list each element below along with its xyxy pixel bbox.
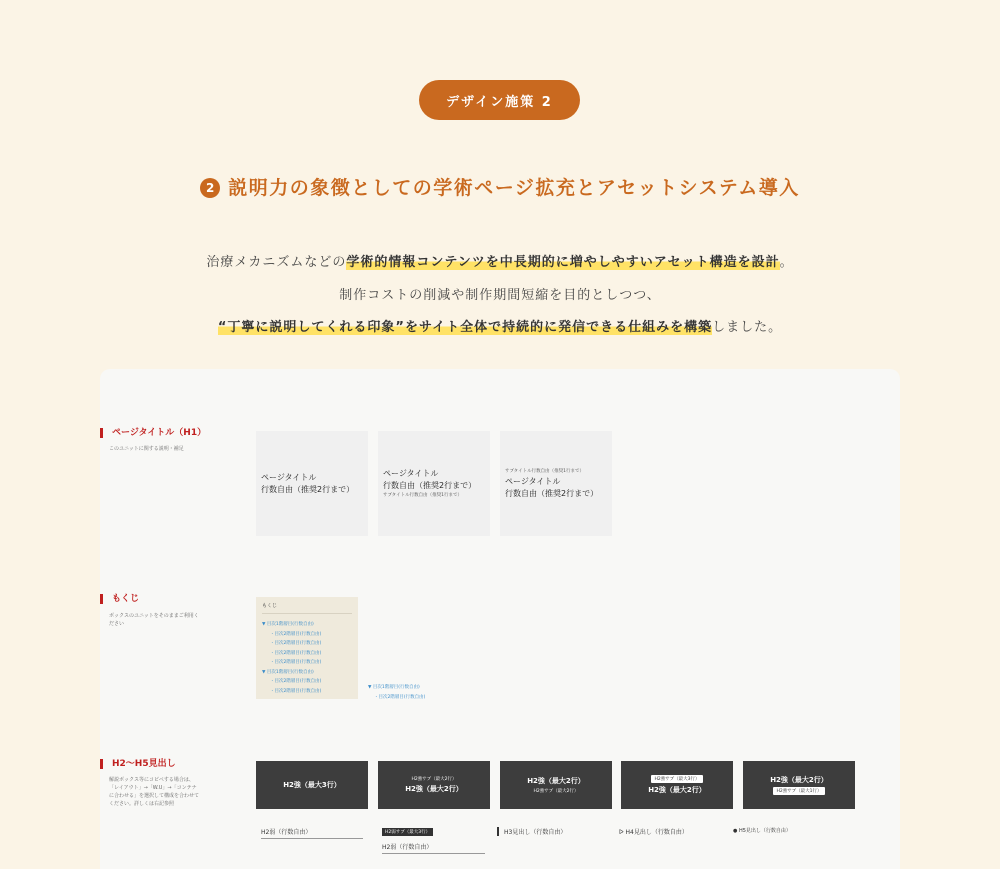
section-badge: デザイン施策 2 [419,80,580,120]
card-title: 行数自由（推奨2行まで） [505,488,599,498]
section-label-page-title: ページタイトル（H1） [100,428,206,438]
toc-link[interactable]: ▼ 目次1階層目(行数自由) [262,622,314,627]
card-subtitle: サブタイトル行数自由（推奨1行まで） [505,468,584,474]
h2-strong-box [256,761,368,809]
h2-strong-title: H2強（最大2行） [405,785,463,793]
toc-link[interactable]: ・目次2階層目(行数自由) [270,650,322,656]
section-desc-toc: ボックスのユニットをそのままご利用ください [109,613,199,627]
toc-box [256,597,358,699]
lead-line-2: 制作コストの削減や制作期間短縮を目的としつつ、 [339,288,661,303]
h2-strong-box [378,761,490,809]
page-title-card [378,431,490,536]
h2-strong-box [500,761,612,809]
page-title-card [500,431,612,536]
card-subtitle: サブタイトル行数自由（推奨1行まで） [383,492,462,498]
heading-text: 説明力の象徴としての学術ページ拡充とアセットシステム導入 [228,177,800,199]
section-desc-page-title: このユニットに関する説明・補足 [109,446,184,452]
h2-strong-tag: H2強サブ（最大3行） [651,775,702,783]
card-title: 行数自由（推奨2行まで） [261,484,355,494]
toc-link[interactable]: ・目次2階層目(行数自由) [270,688,322,694]
card-title: 行数自由（推奨2行まで） [383,480,477,490]
h2-strong-title: H2強（最大3行） [283,781,341,789]
toc-plain [368,683,425,703]
lead-text: しました。 [712,320,783,335]
h2-strong-title: H2強（最大2行） [648,786,706,794]
lead-line-1 [0,251,1000,270]
h2-strong-sub: H2強サブ（最大2行） [411,777,457,782]
page-title-card [256,431,368,536]
section-heading [0,173,1000,200]
h2-strong-title: H2強（最大2行） [527,777,585,785]
number-badge-icon: 2 [200,178,220,198]
section-desc-headings: 解説ボックス等にコピペする場合は、「レイアウト」→「W.U」→「コンテナに合わせる」を選択して構成を合わせてください。詳しくは右記参照 [109,777,200,807]
toc-link[interactable]: ・目次2階層目(行数自由) [270,641,322,646]
toc-title: もくじ [262,602,352,614]
card-title: ページタイトル [505,476,561,486]
lead-highlight: “丁寧に説明してくれる印象”をサイト全体で持続的に発信できる仕組みを構築 [217,320,713,335]
card-title: ページタイトル [261,472,317,482]
toc-link[interactable]: ・目次2階層目(行数自由) [270,660,322,665]
card-title: ページタイトル [383,468,439,478]
toc-link[interactable]: ・目次2階層目(行数自由) [270,679,322,684]
h2-weak-heading: H2弱（行数自由） [382,842,485,854]
h2-strong-box [621,761,733,809]
h5-heading: ● H5見出し（行数自由） [733,828,791,834]
toc-link[interactable]: ・目次2階層目(行数自由) [374,695,426,700]
lead-text: 治療メカニズムなどの [206,255,347,270]
lead-line-3 [0,316,1000,335]
toc-link[interactable]: ・目次2階層目(行数自由) [270,631,322,637]
lead-text: 。 [779,255,794,270]
h2-strong-tag: H2強サブ（最大1行） [773,787,824,795]
section-label-headings: H2〜H5見出し [100,759,176,769]
h4-heading: ᐅ H4見出し（行数自由） [619,829,688,836]
h3-heading: H3見出し（行数自由） [497,827,566,836]
section-label-toc: もくじ [100,594,139,604]
h2-weak-heading: H2弱（行数自由） [261,827,363,839]
h2-weak-tag: H2弱サブ（最大3行） [382,828,433,836]
h2-strong-title: H2強（最大2行） [770,776,828,784]
lead-highlight: 学術的情報コンテンツを中長期的に増やしやすいアセット構造を設計 [346,255,780,270]
h2-strong-sub: H2強サブ（最大2行） [533,789,579,794]
toc-link[interactable]: ▼ 目次1階層目(行数自由) [368,685,420,690]
toc-link[interactable]: ▼ 目次1階層目(行数自由) [262,669,314,675]
h2-strong-box [743,761,855,809]
